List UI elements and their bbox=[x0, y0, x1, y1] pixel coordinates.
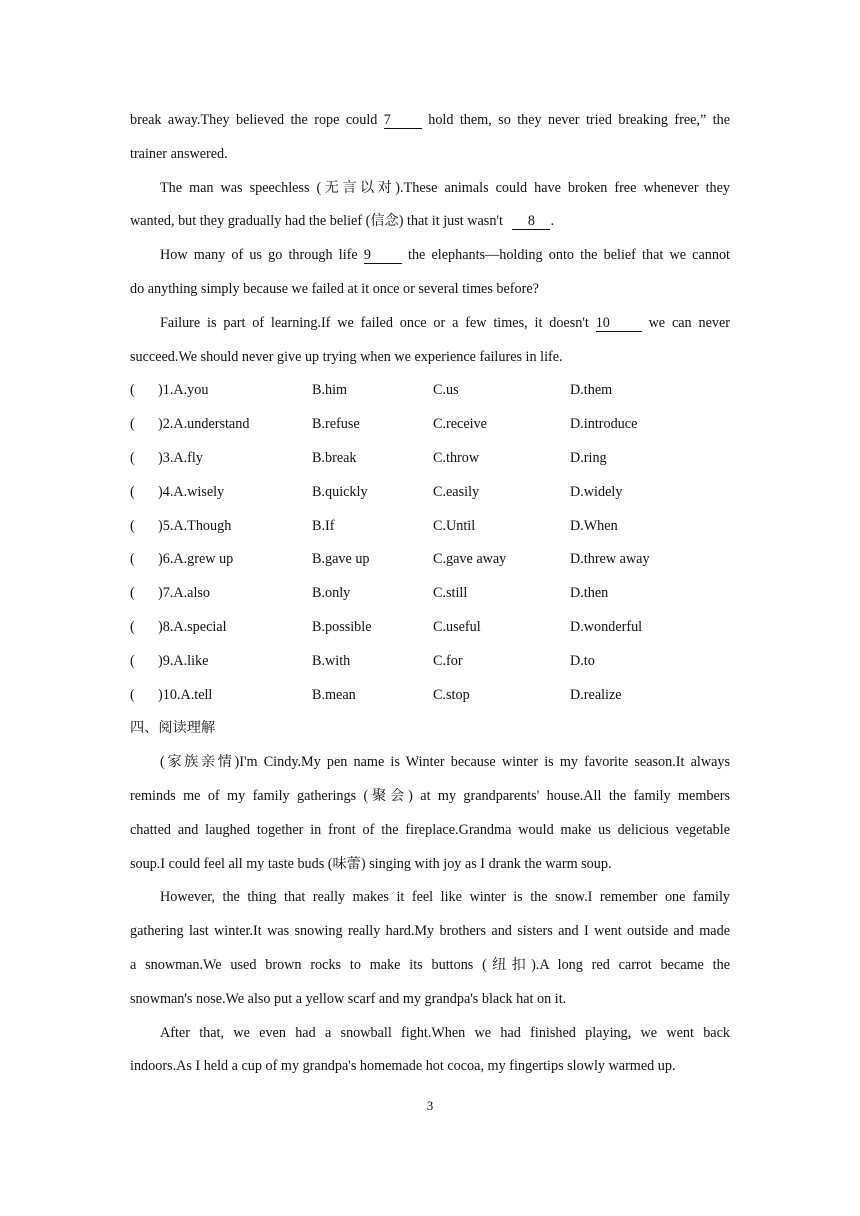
reading-line: snowman's nose.We also put a yellow scarf and my grandpa's black hat on it. bbox=[130, 990, 567, 1007]
cloze-text: hold them, so they never tried breaking free,” the bbox=[428, 112, 730, 128]
cloze-text: . bbox=[550, 213, 555, 230]
reading-line: (家族亲情)I'm Cindy.My pen name is Winter because winter is my favorite season.It always bbox=[160, 754, 730, 771]
answer-paren: ( bbox=[130, 449, 135, 466]
option-row bbox=[130, 577, 730, 611]
option-c: C.stop bbox=[433, 686, 470, 703]
option-b: B.quickly bbox=[312, 483, 368, 500]
option-row bbox=[130, 374, 730, 408]
cloze-text: wanted, but they gradually had the belief (信念) that it just wasn't bbox=[130, 213, 503, 230]
answer-paren: ( bbox=[130, 416, 135, 433]
option-a: )4.A.wisely bbox=[158, 483, 225, 500]
option-d: D.to bbox=[570, 652, 595, 669]
option-b: B.If bbox=[312, 517, 335, 534]
cloze-text: How many of us go through life bbox=[160, 247, 358, 264]
option-c: C.throw bbox=[433, 449, 480, 466]
answer-paren: ( bbox=[130, 483, 135, 500]
option-b: B.possible bbox=[312, 618, 372, 635]
option-a: )2.A.understand bbox=[158, 416, 250, 433]
reading-line: reminds me of my family gatherings (聚会) at my grandparents' house.All the family members bbox=[130, 787, 730, 804]
option-d: D.then bbox=[570, 585, 609, 602]
cloze-line: trainer answered. bbox=[130, 145, 228, 162]
answer-paren: ( bbox=[130, 517, 135, 534]
option-a: )7.A.also bbox=[158, 585, 211, 602]
option-row bbox=[130, 679, 730, 713]
option-a: )10.A.tell bbox=[158, 686, 213, 703]
option-c: C.receive bbox=[433, 416, 487, 433]
reading-line: gathering last winter.It was snowing really hard.My brothers and sisters and I went outside and made bbox=[130, 923, 730, 940]
cloze-line: do anything simply because we failed at it once or several times before? bbox=[130, 280, 539, 297]
reading-line: a snowman.We used brown rocks to make its buttons (纽扣).A long red carrot became the bbox=[130, 956, 730, 973]
answer-paren: ( bbox=[130, 686, 135, 703]
blank-10: 10 bbox=[596, 315, 642, 332]
document-page bbox=[130, 104, 730, 1084]
option-b: B.with bbox=[312, 652, 351, 669]
section-heading: 四、阅读理解 bbox=[130, 720, 216, 737]
option-a: )1.A.you bbox=[158, 382, 209, 399]
cloze-text: Failure is part of learning.If we failed once or a few times, it doesn't bbox=[160, 314, 589, 331]
option-c: C.us bbox=[433, 382, 459, 399]
reading-line: After that, we even had a snowball fight.When we had finished playing, we went back bbox=[160, 1024, 730, 1041]
cloze-text: we can never bbox=[648, 314, 730, 331]
answer-paren: ( bbox=[130, 618, 135, 635]
blank-8: 8 bbox=[512, 213, 550, 230]
cloze-text: break away.They believed the rope could bbox=[130, 112, 378, 128]
option-b: B.refuse bbox=[312, 416, 360, 433]
option-a: )6.A.grew up bbox=[158, 551, 234, 568]
cloze-line bbox=[130, 239, 730, 273]
option-a: )8.A.special bbox=[158, 618, 227, 635]
cloze-line: The man was speechless (无言以对).These animals could have broken free whenever they bbox=[160, 179, 730, 196]
option-c: C.still bbox=[433, 585, 468, 602]
answer-paren: ( bbox=[130, 652, 135, 669]
option-b: B.only bbox=[312, 585, 351, 602]
option-d: D.them bbox=[570, 382, 613, 399]
option-a: )9.A.like bbox=[158, 652, 209, 669]
option-b: B.mean bbox=[312, 686, 356, 703]
option-c: C.useful bbox=[433, 618, 481, 635]
reading-line: However, the thing that really makes it feel like winter is the snow.I remember one family bbox=[160, 889, 730, 906]
option-row bbox=[130, 408, 730, 442]
option-b: B.gave up bbox=[312, 551, 370, 568]
option-d: D.realize bbox=[570, 686, 622, 703]
answer-paren: ( bbox=[130, 585, 135, 602]
option-a: )3.A.fly bbox=[158, 449, 203, 466]
options-list bbox=[130, 374, 730, 712]
blank-9: 9 bbox=[364, 247, 402, 264]
option-b: B.break bbox=[312, 449, 357, 466]
option-c: C.easily bbox=[433, 483, 480, 500]
reading-line: chatted and laughed together in front of the fireplace.Grandma would make us delicious vegetable bbox=[130, 821, 730, 838]
option-row bbox=[130, 611, 730, 645]
cloze-line bbox=[130, 205, 730, 239]
option-row bbox=[130, 645, 730, 679]
reading-line: indoors.As I held a cup of my grandpa's homemade hot cocoa, my fingertips slowly warmed up. bbox=[130, 1058, 676, 1075]
option-d: D.ring bbox=[570, 449, 607, 466]
option-d: D.When bbox=[570, 517, 618, 534]
blank-7: 7 bbox=[384, 112, 422, 129]
option-d: D.introduce bbox=[570, 416, 638, 433]
option-d: D.threw away bbox=[570, 551, 650, 568]
option-row bbox=[130, 442, 730, 476]
option-b: B.him bbox=[312, 382, 348, 399]
answer-paren: ( bbox=[130, 551, 135, 568]
cloze-text: the elephants—holding onto the belief that we cannot bbox=[408, 247, 730, 264]
reading-line: soup.I could feel all my taste buds (味蕾) singing with joy as I drank the warm soup. bbox=[130, 855, 612, 872]
cloze-line bbox=[130, 104, 730, 138]
option-c: C.for bbox=[433, 652, 463, 669]
answer-paren: ( bbox=[130, 382, 135, 399]
option-row bbox=[130, 476, 730, 510]
option-row bbox=[130, 510, 730, 544]
option-a: )5.A.Though bbox=[158, 517, 232, 534]
option-d: D.widely bbox=[570, 483, 623, 500]
page-number: 3 bbox=[426, 1098, 434, 1113]
option-c: C.gave away bbox=[433, 551, 507, 568]
option-c: C.Until bbox=[433, 517, 476, 534]
cloze-line bbox=[130, 307, 730, 341]
option-d: D.wonderful bbox=[570, 618, 643, 635]
option-row bbox=[130, 543, 730, 577]
cloze-line: succeed.We should never give up trying when we experience failures in life. bbox=[130, 348, 563, 365]
